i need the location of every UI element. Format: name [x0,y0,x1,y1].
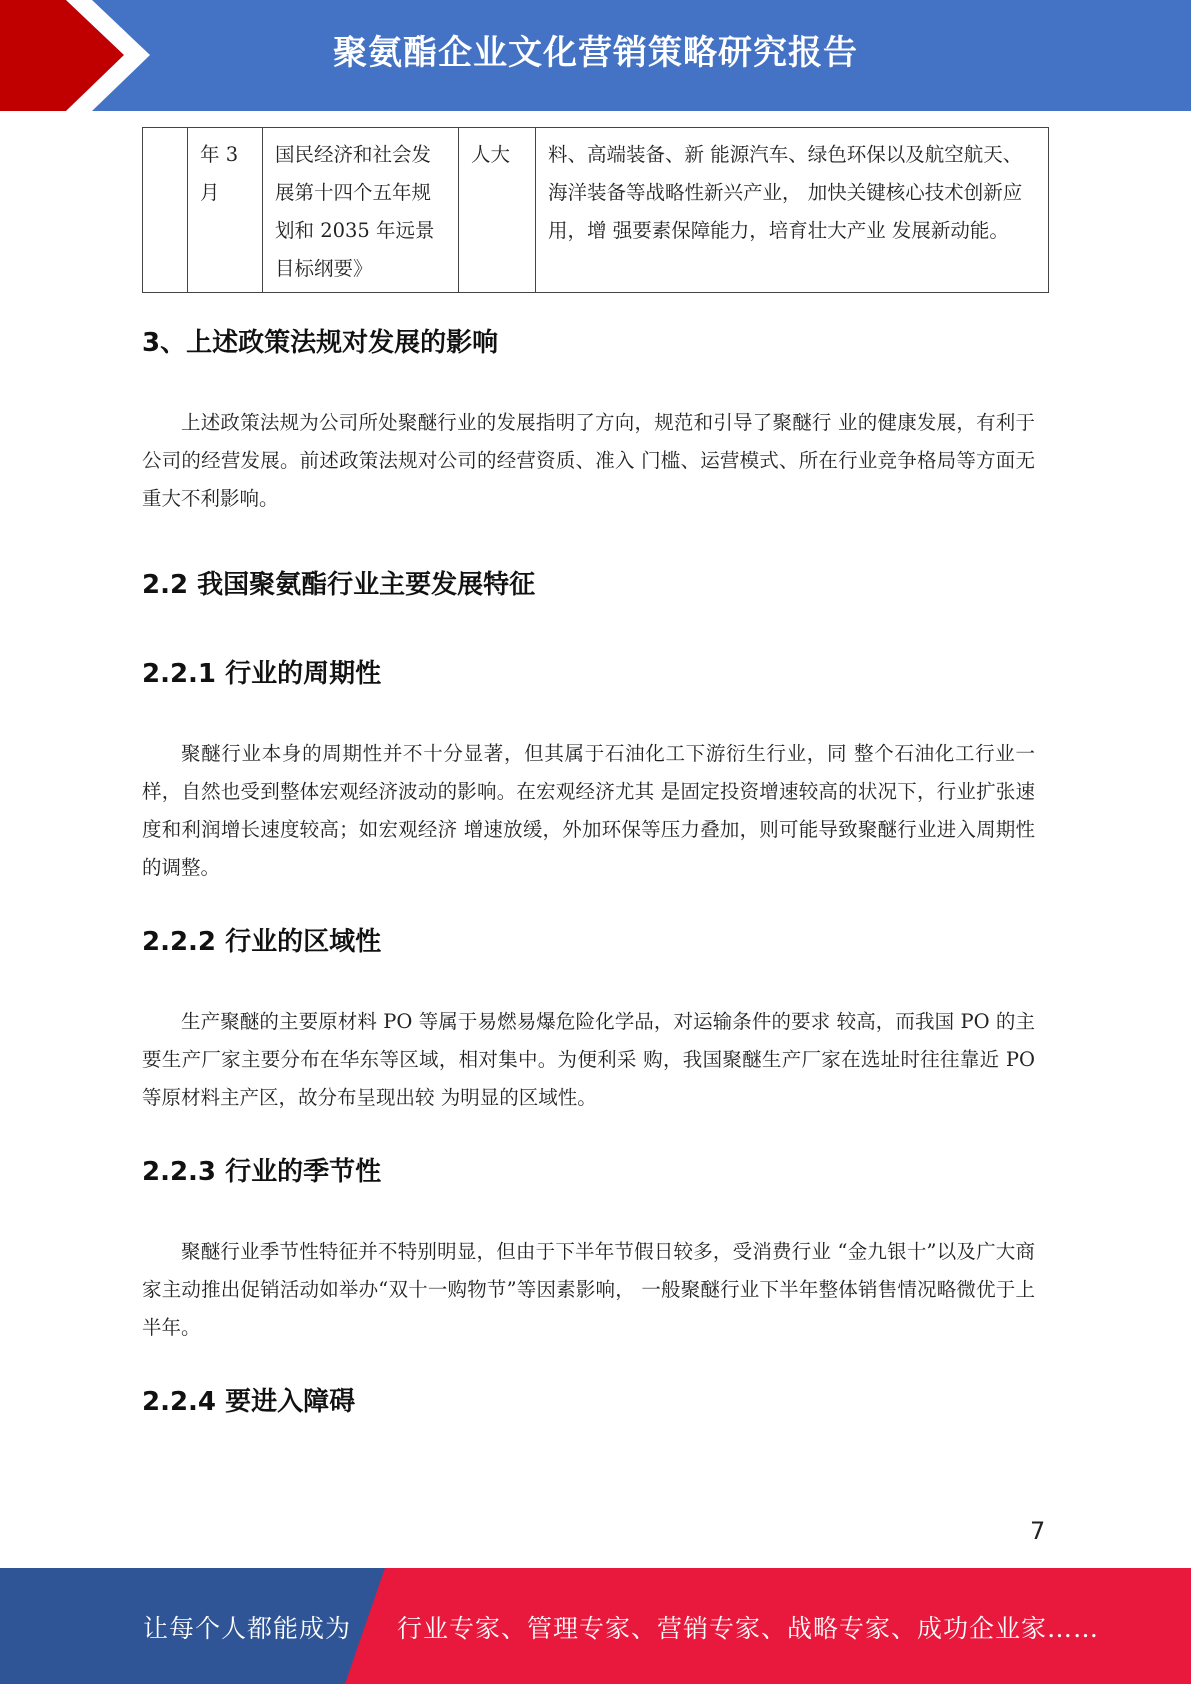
section-heading: 2.2 我国聚氨酯行业主要发展特征 [142,570,536,600]
section-paragraph: 聚醚行业季节性特征并不特别明显，但由于下半年节假日较多，受消费行业 “金九银十”以及广大商家主动推出促销活动如举办“双十一购物节”等因素影响， 一般聚醚行业下半年整体销售情况略微优于上半年。 [142,1240,1035,1339]
page-header [0,0,1191,111]
footer-slogan-right: 行业专家、管理专家、营销专家、战略专家、成功企业家…… [397,1614,1100,1643]
section-heading: 3、上述政策法规对发展的影响 [142,328,499,358]
table-cell-issuer: 人大 [459,128,536,293]
table-cell-content: 料、高端装备、新 能源汽车、绿色环保以及航空航天、海洋装备等战略性新兴产业， 加快关键核心技术创新应用，增 强要素保障能力，培育壮大产业 发展新动能。 [536,128,1049,293]
page-footer [0,1568,1191,1684]
policy-table [142,127,1049,293]
section-heading: 2.2.3 行业的季节性 [142,1157,382,1187]
section-paragraph: 上述政策法规为公司所处聚醚行业的发展指明了方向，规范和引导了聚醚行 业的健康发展，有利于公司的经营发展。前述政策法规对公司的经营资质、准入 门槛、运营模式、所在行业竞争格局等方面无重大不利影响。 [142,411,1035,510]
footer-slogan-left: 让每个人都能成为 [143,1614,352,1643]
page-number: 7 [1030,1517,1046,1545]
table-row [143,128,1049,293]
section-heading: 2.2.2 行业的区域性 [142,927,382,957]
section-paragraph: 生产聚醚的主要原材料 PO 等属于易燃易爆危险化学品，对运输条件的要求 较高，而我国 PO 的主要生产厂家主要分布在华东等区域，相对集中。为便利采 购，我国聚醚生产厂家在选址时往往靠近 PO 等原材料主产区，故分布呈现出较 为明显的区域性。 [142,1010,1035,1109]
table-cell-policy-name: 国民经济和社会发展第十四个五年规划和 2035 年远景目标纲要》 [263,128,459,293]
section-heading: 2.2.4 要进入障碍 [142,1387,356,1417]
table-cell-date: 年 3 月 [188,128,263,293]
section-heading: 2.2.1 行业的周期性 [142,659,382,689]
table-cell-index [143,128,188,293]
report-title: 聚氨酯企业文化营销策略研究报告 [333,33,858,73]
section-paragraph: 聚醚行业本身的周期性并不十分显著，但其属于石油化工下游衍生行业，同 整个石油化工行业一样，自然也受到整体宏观经济波动的影响。在宏观经济尤其 是固定投资增速较高的状况下，行业扩张速度和利润增长速度较高；如宏观经济 增速放缓，外加环保等压力叠加，则可能导致聚醚行业进入周期性的调整。 [142,742,1035,879]
